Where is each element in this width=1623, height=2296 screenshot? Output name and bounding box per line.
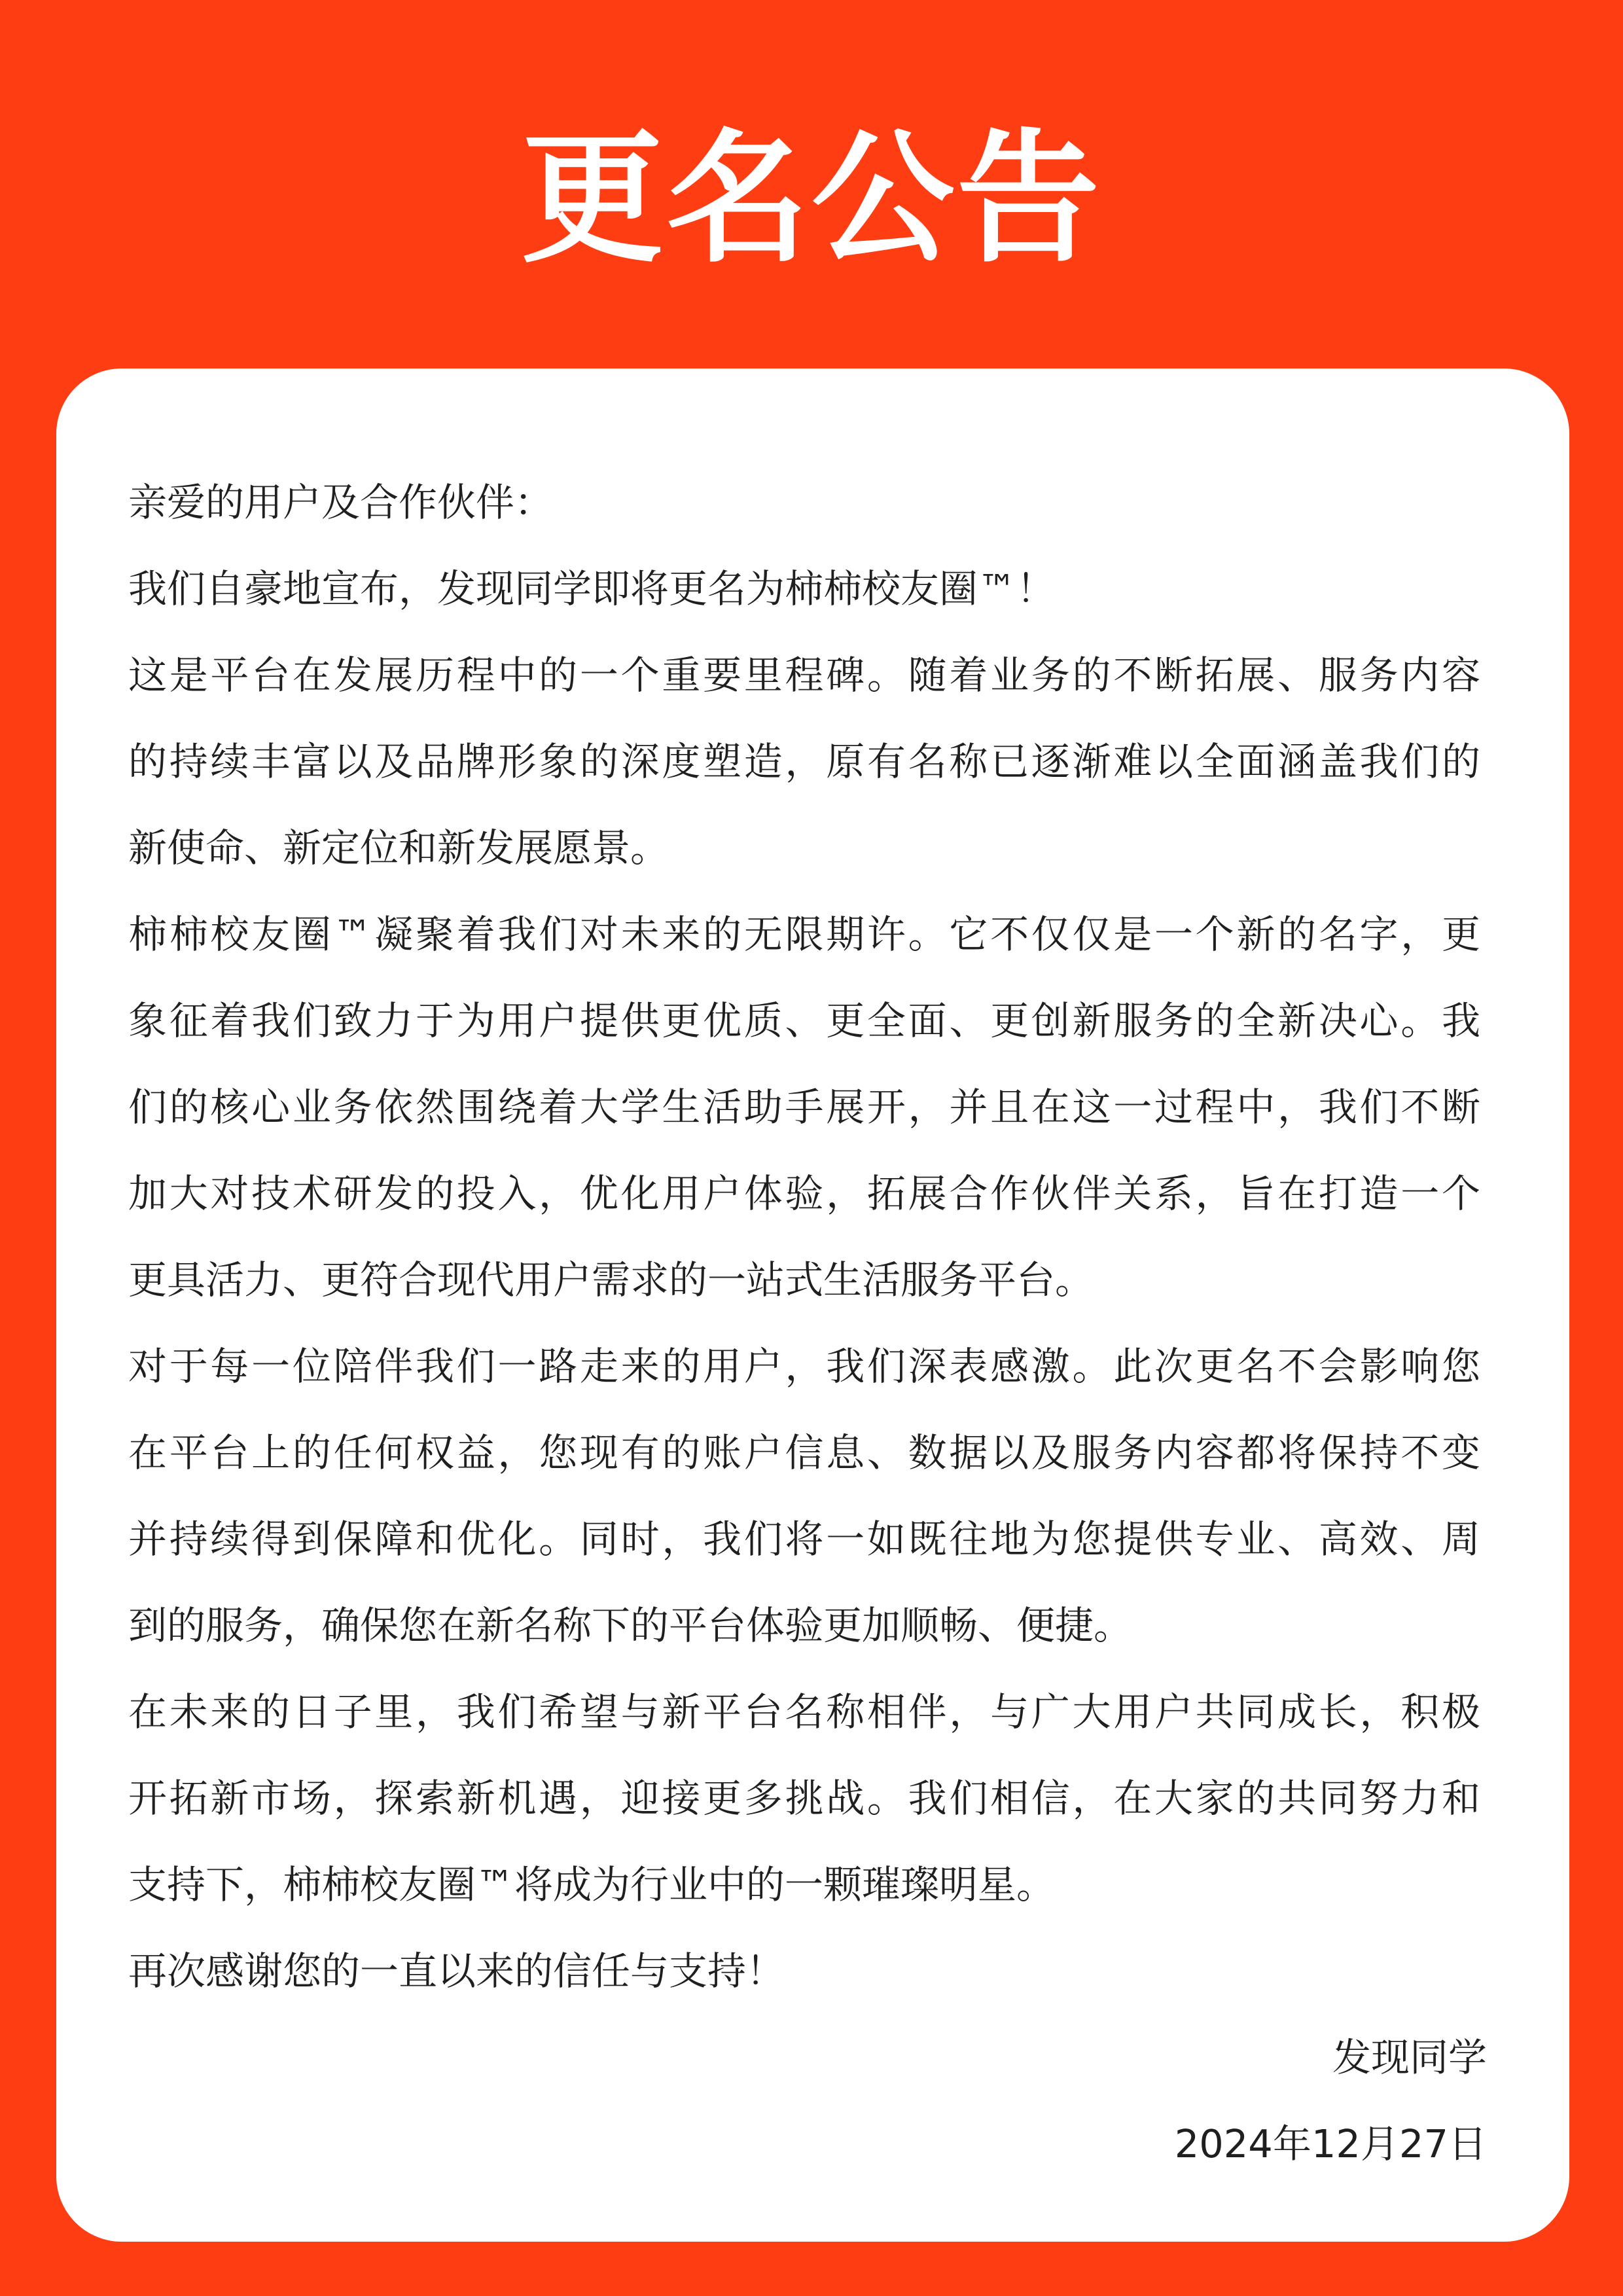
paragraph-line: 开拓新市场，探索新机遇，迎接更多挑战。我们相信，在大家的共同努力和 xyxy=(128,1776,1480,1821)
paragraph-line: 象征着我们致力于为用户提供更优质、更全面、更创新服务的全新决心。我 xyxy=(128,998,1480,1043)
paragraph-line: 到的服务，确保您在新名称下的平台体验更加顺畅、便捷。 xyxy=(128,1603,1133,1648)
paragraph-line: 并持续得到保障和优化。同时，我们将一如既往地为您提供专业、高效、周 xyxy=(128,1516,1480,1562)
paragraph-line: 们的核心业务依然围绕着大学生活助手展开，并且在这一过程中，我们不断 xyxy=(128,1085,1480,1130)
signature: 发现同学 xyxy=(1332,2035,1487,2080)
paragraph-line: 在平台上的任何权益，您现有的账户信息、数据以及服务内容都将保持不变 xyxy=(128,1430,1480,1475)
paragraph-line: 支持下，柿柿校友圈™将成为行业中的一颗璀璨明星。 xyxy=(128,1862,1056,1907)
announcement-card xyxy=(56,368,1569,2242)
closing-line: 再次感谢您的一直以来的信任与支持！ xyxy=(128,1948,785,1994)
paragraph-line: 加大对技术研发的投入，优化用户体验，拓展合作伙伴关系，旨在打造一个 xyxy=(128,1171,1480,1216)
paragraph-line: 更具活力、更符合现代用户需求的一站式生活服务平台。 xyxy=(128,1257,1094,1302)
paragraph-line: 柿柿校友圈™凝聚着我们对未来的无限期许。它不仅仅是一个新的名字，更 xyxy=(128,912,1480,957)
date: 2024年12月27日 xyxy=(1174,2121,1487,2166)
announcement-line: 我们自豪地宣布，发现同学即将更名为柿柿校友圈™！ xyxy=(128,566,1056,611)
paragraph-line: 对于每一位陪伴我们一路走来的用户，我们深表感激。此次更名不会影响您 xyxy=(128,1344,1480,1389)
paragraph-line: 新使命、新定位和新发展愿景。 xyxy=(128,825,669,870)
paragraph-line: 在未来的日子里，我们希望与新平台名称相伴，与广大用户共同成长，积极 xyxy=(128,1689,1480,1734)
page-title: 更名公告 xyxy=(521,117,1102,282)
greeting: 亲爱的用户及合作伙伴： xyxy=(128,480,554,525)
paragraph-line: 的持续丰富以及品牌形象的深度塑造，原有名称已逐渐难以全面涵盖我们的 xyxy=(128,739,1480,784)
paragraph-line: 这是平台在发展历程中的一个重要里程碑。随着业务的不断拓展、服务内容 xyxy=(128,653,1480,698)
